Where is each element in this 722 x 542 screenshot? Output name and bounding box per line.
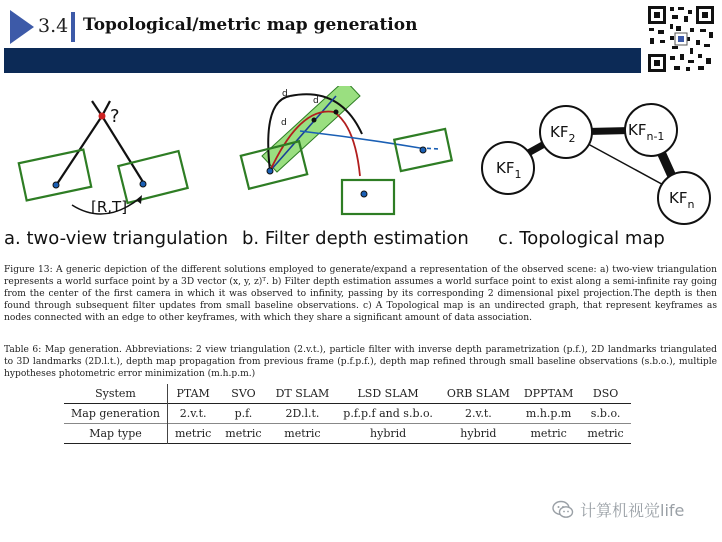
figure-caption: Figure 13: A generic depiction of the different solutions employed to generate/expand a representation of the observed scene: a) two-view triangulation represents a world surface point by a 3D vector (x, y, z)ᵀ. b) Filter depth estimation assumes a world surface point to exist along a semi-infinite ray going from the center of the first camera in which it was observed to infinity, passing by its corresponding 2 dimensional pixel projection.The depth is then found through subsequent filter updates from small baseline observations. c) A Topological map is an undirected graph, that represent keyframes as nodes connected with an edge to other keyframes, with which they share a significant amount of data association. — [4, 265, 717, 323]
panel-filter-depth-estimation — [241, 86, 469, 249]
table-cell: metric — [225, 427, 262, 440]
node-kf2-sub: 2 — [568, 132, 576, 145]
node-kfn1-label: KF — [628, 121, 647, 139]
table-row — [64, 404, 631, 424]
table-cell: metric — [174, 427, 212, 440]
table-cell: metric — [587, 427, 624, 440]
relative-pose-label: [R,T] — [91, 198, 128, 216]
table-cell: 2.v.t. — [179, 407, 207, 420]
panel-a-caption: a. two-view triangulation — [4, 228, 229, 249]
watermark-text: 计算机视觉life — [580, 501, 685, 520]
table-cell: Map generation — [64, 404, 167, 424]
table-header-cell: DSO — [592, 387, 619, 400]
map-generation-table — [64, 384, 631, 444]
figure-13 — [0, 86, 722, 256]
depth-label-2: d — [313, 96, 319, 106]
node-kf1-label: KF — [496, 159, 515, 177]
section-title: Topological/metric map generation — [83, 15, 418, 35]
table-cell: p.f.p.f and s.b.o. — [343, 407, 433, 420]
panel-c-caption: c. Topological map — [498, 228, 665, 249]
node-kfn-sub: n — [687, 198, 695, 211]
table-cell: 2D.l.t. — [285, 407, 320, 420]
table-header-cell: LSD SLAM — [357, 387, 419, 400]
table-row — [64, 424, 631, 444]
table-cell: 2.v.t. — [464, 407, 492, 420]
table-header-cell: System — [64, 384, 167, 404]
node-kf1-sub: 1 — [514, 168, 522, 181]
table-cell: Map type — [64, 424, 167, 444]
table-cell: hybrid — [370, 427, 407, 440]
table-cell: hybrid — [460, 427, 497, 440]
table-cell: p.f. — [234, 407, 253, 420]
qr-code-icon — [646, 4, 716, 74]
node-kfn-label: KF — [669, 189, 688, 207]
section-number: 3.4 — [38, 15, 69, 37]
panel-topological-map — [482, 104, 710, 249]
table-header-cell: PTAM — [176, 387, 210, 400]
node-kf2-label: KF — [550, 123, 569, 141]
header-banner — [4, 48, 641, 73]
table-cell: m.h.p.m — [525, 407, 572, 420]
table-cell: metric — [284, 427, 321, 440]
table-header-row — [64, 384, 631, 404]
table-cell: s.b.o. — [590, 407, 621, 420]
depth-label-1: d — [282, 89, 288, 99]
panel-b-caption: b. Filter depth estimation — [242, 228, 469, 249]
table-caption: Table 6: Map generation. Abbreviations: 2 view triangulation (2.v.t.), particle filter with inverse depth parametrization (p.f.), 2D landmarks triangulated to 3D landmarks (2D.l.t.), depth map propagation from previous frame (p.f.p.f.), depth map refined through small baseline observations (s.b.o.), multiple hypotheses photometric error minimization (m.h.p.m.) — [4, 345, 717, 379]
section-divider — [71, 12, 75, 42]
slide-header — [0, 0, 722, 46]
table-header-cell: DT SLAM — [275, 387, 330, 400]
table-cell: metric — [530, 427, 567, 440]
section-arrow-icon — [10, 10, 34, 44]
triangulation-point-label: ? — [110, 106, 120, 127]
panel-two-view-triangulation — [4, 101, 228, 249]
node-kfn1-sub: n-1 — [646, 130, 665, 143]
depth-label-3: d — [281, 118, 287, 128]
wechat-icon — [552, 499, 574, 521]
table-header-cell: SVO — [231, 387, 256, 400]
table-header-cell: DPPTAM — [523, 387, 574, 400]
table-header-cell: ORB SLAM — [446, 387, 510, 400]
watermark — [552, 498, 684, 521]
